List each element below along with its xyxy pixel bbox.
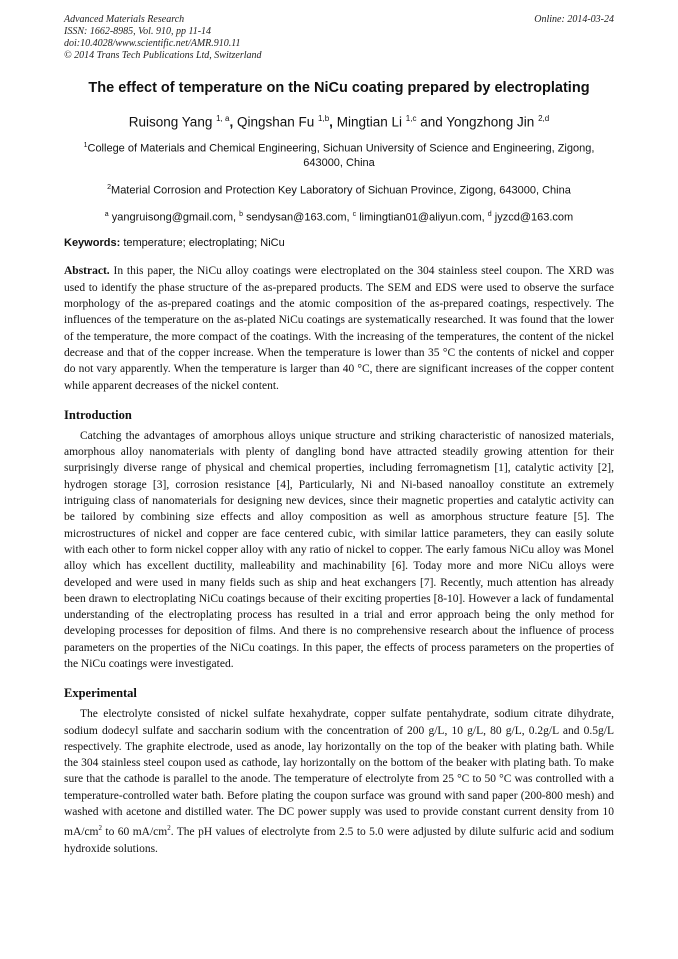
author-name: Mingtian Li [336,114,402,130]
author-name: Ruisong Yang [128,114,213,130]
abstract-label: Abstract. [64,265,110,278]
email-link[interactable]: yangruisong@gmail.com, [111,211,237,224]
doi-line: doi:10.4028/www.scientific.net/AMR.910.11 [64,38,241,49]
keywords [64,236,614,251]
affiliation-1 [64,138,614,172]
email-sup: d [487,210,492,218]
affiliation-text: College of Materials and Chemical Engineering, Sichuan University of Science and Engineering, Zigong, 643000, China [87,142,595,170]
journal-name: Advanced Materials Research [64,14,185,25]
journal-header [64,14,614,62]
author-sep: , [329,114,333,130]
affiliation-sup: 1 [83,141,88,149]
paper-page [64,14,614,857]
copyright-line: © 2014 Trans Tech Publications Ltd, Switzerland [64,50,262,61]
email-link[interactable]: sendysan@163.com, [246,211,350,224]
author-sup: 1,c [405,114,417,123]
email-sup: c [352,210,357,218]
author-name: Qingshan Fu [236,114,315,130]
online-date: Online: 2014-03-24 [534,14,614,25]
affiliation-sup: 2 [107,184,112,192]
email-sup: a [104,210,109,218]
abstract [64,263,614,393]
introduction-heading: Introduction [64,407,132,422]
experimental-text-mid: to 60 mA/cm [102,826,168,839]
affiliation-text: Material Corrosion and Protection Key Laboratory of Sichuan Province, Zigong, 643000, China [111,184,571,197]
experimental-text-end: . The pH values of electrolyte from 2.5 to 5.0 were adjusted by dilute sulfuric acid and sodium hydroxide solutions. [64,826,614,855]
issn-line: ISSN: 1662-8985, Vol. 910, pp 11-14 [64,26,212,37]
introduction-paragraph: Catching the advantages of amorphous alloys unique structure and striking characteristic of nanosized materials, amorphous alloy nanomaterials with plenty of dangling bond have attracted steadily growing attention for their surprisingly diverse range of physical and chemical properties, including ferromagnetism [1], catalytic activity [2], hydrogen storage [3], corrosion resistance [4], Particularly, Ni and Ni-based nanoalloy constitute an extremely intriguing class of nanomaterials for designing new devices, since their magnetic properties and catalytic activity can be tailored by combining size effects and alloy composition as well as amorphous structure feature [5]. The microstructures of nickel and copper are face centered cubic, with similar lattice parameters, they can easily solute with each other to form nickel copper alloy with any ratio of nickel to copper. The early famous NiCu alloy was Monel alloy which has excellent ductility, malleability and machinability [6]. Today more and more NiCu alloys were developed and were used in many fields such as ship and heat exchangers [7]. Recently, much attention has already been drawn to electroplating NiCu coatings because of their exciting properties [8-10]. However a lack of fundamental understanding of the electroplating process has resulted in a trial and error approach being the only method for developing processes for deposition of films. And there is no comprehensive research about the influence of process parameters on the properties of the NiCu coatings. In this paper, the effects of process parameters on the properties of the NiCu coatings were investigated. [64,429,614,670]
email-link[interactable]: jyzcd@163.com [494,211,574,224]
superscript: 2 [167,824,171,833]
experimental-heading: Experimental [64,686,137,701]
author-sup: 1,b [318,114,330,123]
affiliation-2 [64,180,614,199]
author-sup: 2,d [538,114,550,123]
abstract-text: In this paper, the NiCu alloy coatings were electroplated on the 304 stainless steel coupon. The XRD was used to identify the phase structure of the as-prepared products. The SEM and EDS were used to observe the surface morphology of the as-prepared coatings and the atomic composition of the as-prepared coatings, respectively. The influences of the temperature on the as-plated NiCu coatings are systematically researched. It was found that the lower of the temperature, the more compact of the coatings. With the increasing of the temperatures, the content of the nickel decrease and that of the copper increase. When the temperature is lower than 35 °C the contents of nickel and copper do not vary apparently. When the temperature is larger than 40 °C, there are significant increases of the copper content while apparent decreases of the nickel content. [64,265,614,392]
author-sup: 1, a [216,114,230,123]
email-sup: b [239,210,244,218]
keywords-label: Keywords: [64,237,121,250]
author-sep: , [229,114,234,130]
experimental-text-main: The electrolyte consisted of nickel sulfate hexahydrate, copper sulfate pentahydrate, sodium citrate dihydrate, sodium dodecyl sulfate and saccharin sodium with the concentration of 200 g/L, 10 g/L, 80 g/L, 0.2g/L and 0.5g/L respectively. The graphite electrode, used as anode, lay horizontally on the top of the beaker with plating bath. While the 304 stainless steel coupon used as cathode, lay horizontally on the bottom of the beaker with plating bath. To make sure that the cathode is parallel to the anode. The temperature of electrolyte from 25 °C to 50 °C was controlled with a temperature-controlled water bath. Before plating the coupon surface was ground with sand paper (200-800 mesh) and washed with acetone and distilled water. The DC power supply was used to provide constant current density from 10 mA/cm [64,708,614,839]
email-link[interactable]: limingtian01@aliyun.com, [359,211,485,224]
author-sep: and [416,114,443,130]
author-name: Yongzhong Jin [446,114,535,130]
keywords-text: temperature; electroplating; NiCu [123,237,285,250]
author-list [64,110,614,132]
email-list [64,207,614,226]
experimental-paragraph [64,706,614,857]
paper-title: The effect of temperature on the NiCu coating prepared by electroplating [88,80,590,96]
superscript: 2 [98,824,102,833]
